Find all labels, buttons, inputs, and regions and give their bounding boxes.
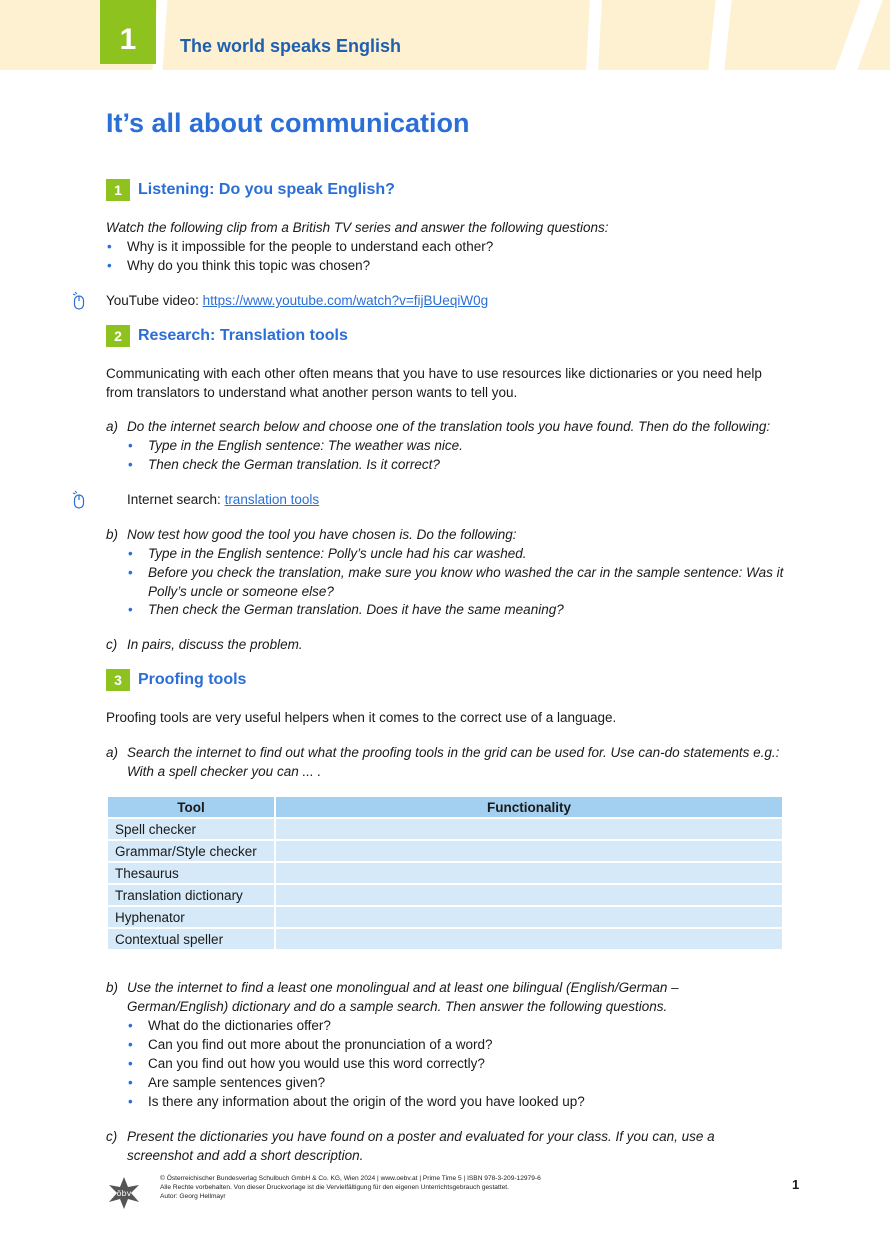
functionality-cell[interactable] (276, 885, 782, 905)
oebv-logo (106, 1175, 142, 1211)
list-item: • What do the dictionaries offer? (148, 1016, 331, 1035)
video-link[interactable]: https://www.youtube.com/watch?v=fijBUeqiW0g (202, 293, 489, 308)
task-label: c) (106, 1129, 118, 1144)
list-item: • Can you find out how you would use this word correctly? (148, 1054, 485, 1073)
footer-line: © Österreichischer Bundesverlag Schulbuch GmbH & Co. KG, Wien 2024 | www.oebv.at | Prime Time 5 | ISBN 978-3-209-12979-6 (160, 1175, 541, 1182)
mouse-icon (72, 490, 86, 510)
footer-author: Autor: Georg Hellmayr (160, 1193, 226, 1200)
task-text: Now test how good the tool you have chosen is. Do the following: (127, 527, 517, 542)
table-row (108, 885, 782, 905)
task-label: a) (106, 745, 119, 760)
proofing-tools-table (106, 795, 784, 951)
list-item: • Type in the English sentence: The weather was nice. (148, 436, 463, 455)
functionality-cell[interactable] (276, 841, 782, 861)
list-item: • Type in the English sentence: Polly’s uncle had his car washed. (148, 544, 526, 563)
task-text: Use the internet to find a least one monolingual and at least one bilingual (English/German – German/English) dictionary and do a sample search. Then answer the following questions. (127, 980, 679, 1014)
list-item: • Are sample sentences given? (148, 1073, 325, 1092)
section-2-intro: Communicating with each other often means that you have to use resources like dictionaries or you need help from translators to understand what another person wants to tell you. (106, 366, 762, 400)
mouse-icon (72, 291, 86, 311)
column-header: Functionality (276, 797, 782, 817)
section-1-heading (106, 179, 395, 201)
section-title: Research: Translation tools (138, 327, 348, 344)
table-row (108, 819, 782, 839)
tool-cell: Hyphenator (108, 907, 274, 927)
section-number: 2 (106, 325, 130, 347)
task-text: Present the dictionaries you have found on a poster and evaluated for your class. If you can, use a screenshot and add a short description. (127, 1129, 715, 1163)
search-line (127, 490, 807, 509)
section-3-heading (106, 669, 246, 691)
chapter-title: The world speaks English (180, 36, 402, 56)
section-3-intro: Proofing tools are very useful helpers when it comes to the correct use of a language. (106, 710, 617, 725)
list-item: • Can you find out more about the pronunciation of a word? (148, 1035, 492, 1054)
video-line (106, 291, 786, 310)
video-label: YouTube video: (106, 293, 203, 308)
tool-cell: Translation dictionary (108, 885, 274, 905)
list-item: • Then check the German translation. Is it correct? (148, 455, 440, 474)
section-1-intro: Watch the following clip from a British TV series and answer the following questions: (106, 220, 609, 235)
tool-cell: Spell checker (108, 819, 274, 839)
page-title: It’s all about communication (106, 108, 470, 138)
footer-copyright (160, 1174, 720, 1201)
tool-cell: Thesaurus (108, 863, 274, 883)
table-header-row (108, 797, 782, 817)
section-number: 3 (106, 669, 130, 691)
search-label: Internet search: (127, 492, 225, 507)
table-row (108, 907, 782, 927)
list-item: • Before you check the translation, make sure you know who washed the car in the sample sentence: Was it Polly’s uncle or someone else? (148, 563, 784, 601)
logo-text: öbv (116, 1189, 132, 1198)
section-title: Listening: Do you speak English? (138, 181, 395, 198)
list-item: • Why is it impossible for the people to understand each other? (127, 237, 493, 256)
section-number: 1 (106, 179, 130, 201)
section-2-heading (106, 325, 348, 347)
list-item: • Then check the German translation. Does it have the same meaning? (148, 600, 564, 619)
task-label: b) (106, 527, 119, 542)
column-header: Tool (108, 797, 274, 817)
functionality-cell[interactable] (276, 907, 782, 927)
task-label: c) (106, 637, 118, 652)
task-text: In pairs, discuss the problem. (127, 637, 303, 652)
search-link[interactable]: translation tools (224, 492, 320, 507)
list-item: • Is there any information about the origin of the word you have looked up? (148, 1092, 585, 1111)
task-label: b) (106, 980, 119, 995)
functionality-cell[interactable] (276, 819, 782, 839)
section-title: Proofing tools (138, 671, 247, 688)
tool-cell: Grammar/Style checker (108, 841, 274, 861)
footer-line: Alle Rechte vorbehalten. Von dieser Druckvorlage ist die Vervielfältigung für den eigenen Unterrichtsgebrauch gestattet. (160, 1184, 509, 1191)
list-item: • Why do you think this topic was chosen? (127, 256, 370, 275)
tool-cell: Contextual speller (108, 929, 274, 949)
page-number: 1 (792, 1177, 800, 1192)
table-row (108, 841, 782, 861)
task-label: a) (106, 419, 119, 434)
table-row (108, 929, 782, 949)
task-text: Search the internet to find out what the proofing tools in the grid can be used for. Use can-do statements e.g.: With a spell checker you can ... . (127, 745, 780, 779)
task-text: Do the internet search below and choose one of the translation tools you have found. Then do the following: (127, 419, 771, 434)
functionality-cell[interactable] (276, 929, 782, 949)
functionality-cell[interactable] (276, 863, 782, 883)
chapter-number: 1 (100, 0, 156, 64)
table-row (108, 863, 782, 883)
